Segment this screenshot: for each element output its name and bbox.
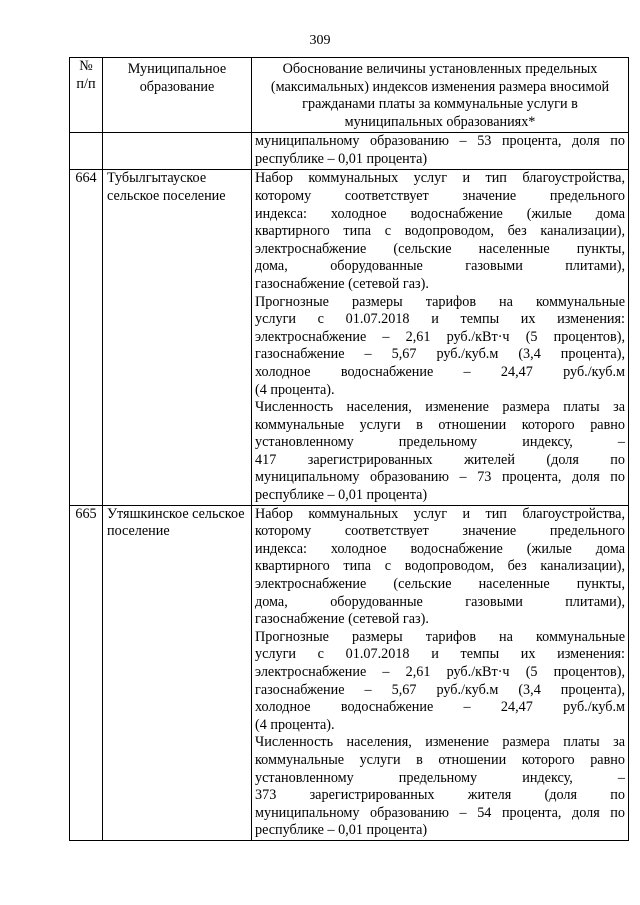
text-line: газоснабжение (сетевой газ). xyxy=(255,611,429,628)
text-line: республике – 0,01 процента) xyxy=(255,822,428,839)
cell-number: 665 xyxy=(70,505,103,840)
text-line: холодное водоснабжение – 24,47 руб./куб.м xyxy=(255,363,625,380)
text-line: муниципальному образованию – 73 процента, доля по xyxy=(255,469,625,486)
text-line: Численность населения, изменение размера платы за xyxy=(255,399,625,416)
text-line: электроснабжение (сельские населенные пункты, xyxy=(255,576,625,593)
header-number-line1: № xyxy=(79,58,93,74)
cell-number xyxy=(70,133,103,170)
text-line: (4 процента). xyxy=(255,716,335,733)
text-line: газоснабжение (сетевой газ). xyxy=(255,275,429,292)
text-line: услуги с 01.07.2018 и темпы их изменения: xyxy=(255,311,625,328)
text-line: 417 зарегистрированных жителей (доля по xyxy=(255,451,625,468)
text-line: Набор коммунальных услуг и тип благоустройства, xyxy=(255,505,625,522)
text-line: Прогнозные размеры тарифов на коммунальные xyxy=(255,628,625,645)
text-line: республике – 0,01 процента) xyxy=(255,487,428,504)
header-number xyxy=(70,58,103,133)
text-line: которому соответствует значение предельного xyxy=(255,187,625,204)
header-justification: Обоснование величины установленных предельных (максимальных) индексов изменения размера вносимой гражданами платы за коммунальные услуги в муниципальных образованиях* xyxy=(252,58,629,133)
table-row xyxy=(70,505,629,840)
text-line: газоснабжение – 5,67 руб./куб.м (3,4 процента), xyxy=(255,681,625,698)
text-line: Прогнозные размеры тарифов на коммунальные xyxy=(255,293,625,310)
paragraph-tariffs xyxy=(255,629,625,735)
continuation-row xyxy=(70,133,629,170)
cell-municipality xyxy=(103,170,252,505)
text-line: Набор коммунальных услуг и тип благоустройства, xyxy=(255,170,625,187)
text-line: установленному предельному индексу, – xyxy=(255,769,625,786)
text-line: электроснабжение – 2,61 руб./кВт·ч (5 процентов), xyxy=(255,328,625,345)
table-row xyxy=(70,170,629,505)
text-line: квартирного типа с водопроводом, без канализации), xyxy=(255,558,625,575)
cell-municipality xyxy=(103,133,252,170)
text-line: электроснабжение (сельские населенные пункты, xyxy=(255,240,625,257)
text-line: дома, оборудованные газовыми плитами), xyxy=(255,593,625,610)
cell-justification xyxy=(252,505,629,840)
paragraph-population xyxy=(255,399,625,505)
text-line: газоснабжение – 5,67 руб./куб.м (3,4 процента), xyxy=(255,346,625,363)
text-line: (4 процента). xyxy=(255,381,335,398)
table-header-row xyxy=(70,58,629,133)
text-line: индекса: холодное водоснабжение (жилые дома xyxy=(255,205,625,222)
cell-justification xyxy=(252,133,629,170)
text-line: коммунальные услуги в отношении которого равно xyxy=(255,416,625,433)
continuation-text xyxy=(255,133,625,168)
paragraph-services xyxy=(255,506,625,629)
text-line: дома, оборудованные газовыми плитами), xyxy=(255,258,625,275)
text-line: муниципальному образованию – 54 процента, доля по xyxy=(255,804,625,821)
cell-justification xyxy=(252,170,629,505)
text-line: республике – 0,01 процента) xyxy=(255,150,428,167)
header-number-line2: п/п xyxy=(76,75,96,92)
cell-municipality xyxy=(103,505,252,840)
text-line: 373 зарегистрированных жителя (доля по xyxy=(255,787,625,804)
cell-number: 664 xyxy=(70,170,103,505)
text-line: установленному предельному индексу, – xyxy=(255,434,625,451)
text-line: которому соответствует значение предельного xyxy=(255,523,625,540)
text-line: квартирного типа с водопроводом, без канализации), xyxy=(255,223,625,240)
header-municipality: Муниципальное образование xyxy=(103,58,252,133)
text-line: Численность населения, изменение размера платы за xyxy=(255,734,625,751)
text-line: электроснабжение – 2,61 руб./кВт·ч (5 процентов), xyxy=(255,664,625,680)
paragraph-services xyxy=(255,170,625,293)
indices-table xyxy=(69,57,629,841)
text-line: муниципальному образованию – 53 процента, доля по xyxy=(255,133,625,150)
paragraph-tariffs xyxy=(255,294,625,400)
text-line: индекса: холодное водоснабжение (жилые дома xyxy=(255,540,625,557)
municipality-name: Тубылгытауское сельское поселение xyxy=(107,170,226,204)
text-line: холодное водоснабжение – 24,47 руб./куб.м xyxy=(255,699,625,716)
text-line: услуги с 01.07.2018 и темпы их изменения: xyxy=(255,646,625,663)
paragraph-population xyxy=(255,734,625,840)
municipality-name: Утяшкинское сельское поселение xyxy=(107,505,245,540)
page-number: 309 xyxy=(309,33,331,48)
text-line: коммунальные услуги в отношении которого равно xyxy=(255,751,625,768)
